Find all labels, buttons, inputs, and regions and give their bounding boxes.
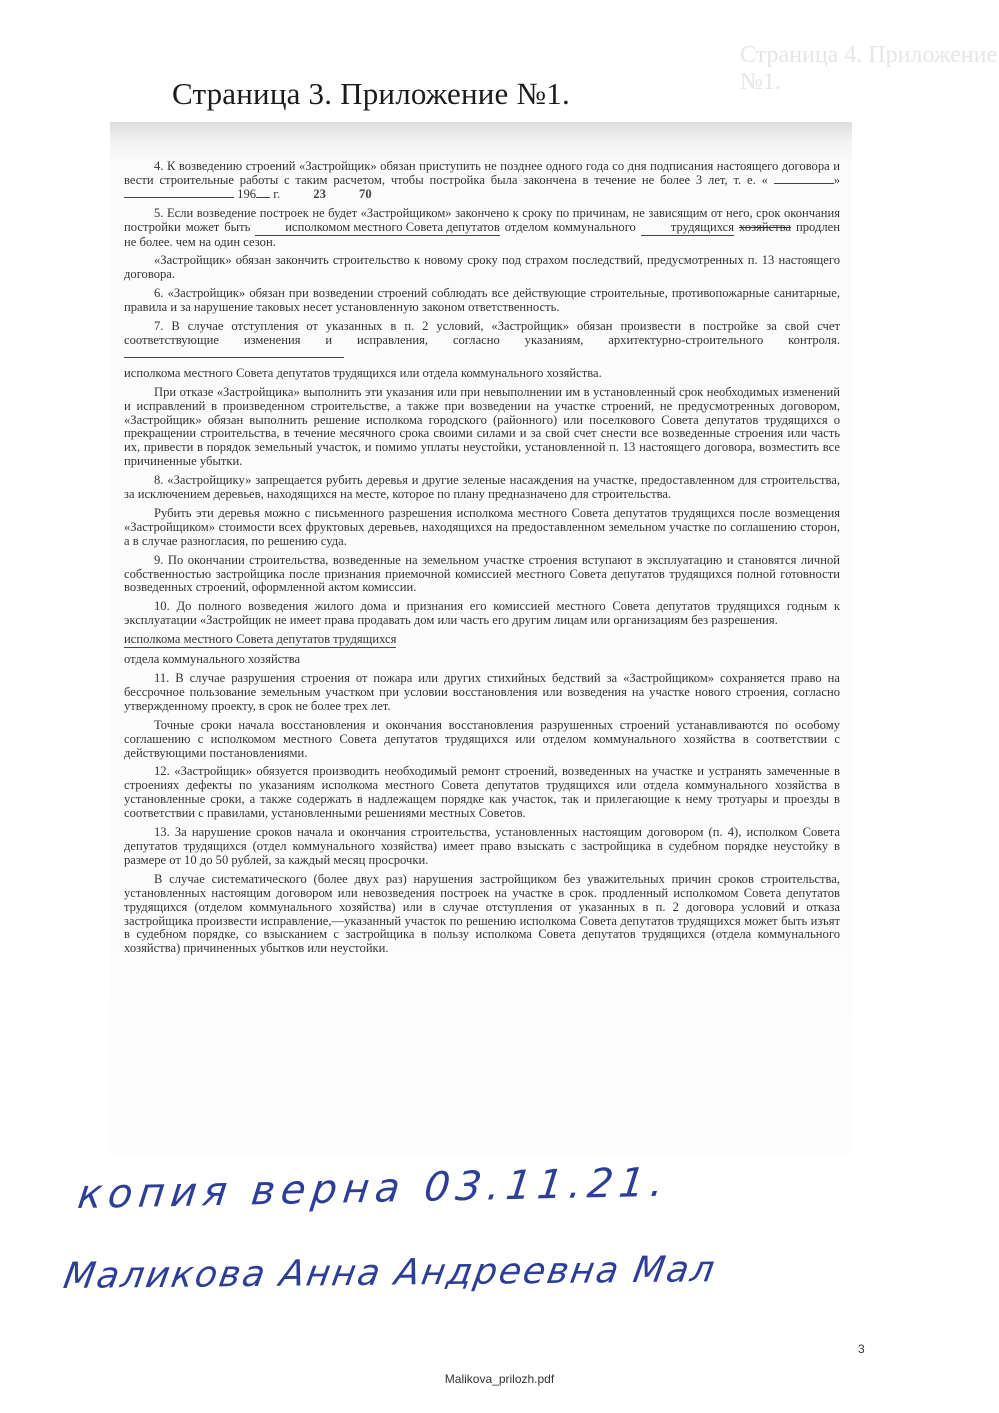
clause-4-text: 4. К возведению строений «Застройщик» обязан приступить не позднее одного года со дня подписания настоящего договора и вести строительные работы с таким расчетом, чтобы постройка была закончена в течение не более 3 лет, т. е. « xyxy=(124,159,840,187)
page-number: 3 xyxy=(858,1342,865,1356)
clause-5-fill-d: хозяйства xyxy=(738,219,792,234)
clause-5-text: 5. Если возведение построек не будет «Застройщиком» закончено к сроку по причинам, не зависящим от него, срок окончания постройки может быть xyxy=(124,205,840,234)
clause-10-fill-b xyxy=(124,653,840,667)
clause-4-year-blank xyxy=(256,197,270,198)
clause-8b: Рубить эти деревья можно с письменного разрешения исполкома местного Совета депутатов трудящихся после возмещения «Застройщиком» стоимости всех фруктовых деревьев, находящихся на предоставленном земельном участке по соглашению сторон, а в случае разногласия, по решению суда. xyxy=(124,505,840,548)
clause-7-fill: исполкома местного Совета депутатов трудящихся или отдела коммунального хозяйства. xyxy=(124,365,602,380)
clause-4-year: 196 xyxy=(237,186,257,201)
clause-7b: При отказе «Застройщика» выполнить эти указания или при невыполнении им в установленный срок необходимых изменений и исправлений в произведенном строительстве, а также при возведении на участке строений, не предусмотренных договором, «Застройщик» обязан выполнить решение исполкома городского (районного) или поселкового Совета депутатов трудящихся о прекращении строительства, в течение месячного срока своими силами и за свой счет снести все возведенные строения или часть их, привести в порядок земельный участок, и помимо уплаты неустойки, установленной п. 13 настоящего договора, возместить все причиненные убытки. xyxy=(124,384,840,469)
clause-12: 12. «Застройщик» обязуется производить необходимый ремонт строений, возведенных на участке и устранять замеченные в строениях дефекты по указаниям исполкома местного Совета депутатов трудящихся или отдела коммунального хозяйства в установленные сроки, а также содержать в надлежащем порядке как участок, так и прилегающие к нему тротуары и проезды в соответствии с правилами, установленными решениями местных Советов. xyxy=(124,764,840,821)
clause-4-stamp-a: 23 xyxy=(313,186,326,201)
page-title: Страница 3. Приложение №1. xyxy=(172,76,570,111)
contract-body xyxy=(124,160,840,961)
clause-4 xyxy=(124,160,840,202)
clause-11b: Точные сроки начала восстановления и окончания восстановления разрушенных строений устанавливаются по особому соглашению с исполкомом местного Совета депутатов трудящихся или отделом коммунального хозяйства в соответствии с действующими постановлениями. xyxy=(124,717,840,760)
clause-4-day-blank xyxy=(774,183,834,184)
clause-4-stamp-b: 70 xyxy=(359,186,372,201)
clause-10-fill-a-text: исполкома местного Совета депутатов трудящихся xyxy=(124,632,397,647)
clause-6: 6. «Застройщик» обязан при возведении строений соблюдать все действующие строительные, противопожарные санитарные, правила и за нарушение таковых несет установленную законом ответственность. xyxy=(124,286,840,315)
clause-4-end: г. xyxy=(273,186,281,201)
clause-4-month-blank xyxy=(124,197,234,198)
clause-5b: «Застройщик» обязан закончить строительство к новому сроку под страхом последствий, предусмотренных п. 13 настоящего договора. xyxy=(124,253,840,282)
clause-7-blank xyxy=(124,357,344,358)
bleed-through-title: Страница 4. Приложение №1. xyxy=(740,42,998,95)
clause-5-fill-b: отделом коммунального xyxy=(504,219,636,234)
clause-5 xyxy=(124,207,840,250)
clause-10-fill-a xyxy=(124,633,840,648)
clause-13: 13. За нарушение сроков начала и окончания строительства, установленных настоящим договором (п. 4), исполком Совета депутатов трудящихся (отдел коммунального хозяйства) имеет право взыскать с застройщика в судебном порядке неустойку в размере от 10 до 50 рублей, за каждый месяц просрочки. xyxy=(124,825,840,867)
footer-filename: Malikova_prilozh.pdf xyxy=(444,1372,555,1386)
clause-7-text: 7. В случае отступления от указанных в п. 2 условий, «Застройщик» обязан произвести в постройке за свой счет соответствующие изменения и исправления, согласно указаниям, архитектурно-строительного контроля. xyxy=(124,319,840,347)
clause-5-fill-c: трудящихся xyxy=(641,221,734,236)
clause-7 xyxy=(124,320,840,362)
handwritten-signature-name: Маликова Анна Андреевна Мал xyxy=(60,1249,720,1298)
clause-5-end: продлен не более. чем на один сезон. xyxy=(124,219,840,249)
handwritten-certification: копия верна 03.11.21. xyxy=(75,1159,672,1219)
clause-10: 10. До полного возведения жилого дома и признания его комиссией местного Совета депутатов трудящихся годным к эксплуатации «Застройщик не имеет права продавать дом или часть его другим лицам или организациям без разрешения. xyxy=(124,599,840,628)
clause-13b: В случае систематического (более двух раз) нарушения застройщиком без уважительных причин сроков строительства, установленных настоящим договором или невозведения построек на участке в срок. продленный исполкомом Совета депутатов трудящихся (отделом коммунального хозяйства) или в случае отступления от указанных в п. 2 договора условий и отказа застройщика произвести исправление,—указанный участок по решению исполкома Совета депутатов трудящихся может быть изъят в судебном порядке, со взысканием с застройщика в пользу исполкома Совета депутатов трудящихся (отдела коммунального хозяйства) причиненных убытков или неустойки. xyxy=(124,871,840,956)
clause-11: 11. В случае разрушения строения от пожара или других стихийных бедствий за «Застройщиком» сохраняется право на бессрочное пользование земельным участком при условии восстановления или возведения на участке нового строения, согласно утвержденному проекту, в срок не более трех лет. xyxy=(124,671,840,713)
clause-5-fill-a: исполкомом местного Совета депутатов xyxy=(255,221,500,236)
clause-4-mid: » xyxy=(833,172,841,187)
clause-10-fill-b-text: отдела коммунального хозяйства xyxy=(124,652,301,667)
clause-8: 8. «Застройщику» запрещается рубить деревья и другие зеленые насаждения на участке, предоставленном для строительства, за исключением деревьев, находящихся на месте, которое по плану предназначено для строительства. xyxy=(124,473,840,502)
clause-9: 9. По окончании строительства, возведенные на земельном участке строения вступают в эксплуатацию и становятся личной собственностью застройщика после признания приемочной комиссией местного Совета депутатов трудящихся полной готовности возведенных строений, оформленной актом комиссии. xyxy=(124,552,840,595)
